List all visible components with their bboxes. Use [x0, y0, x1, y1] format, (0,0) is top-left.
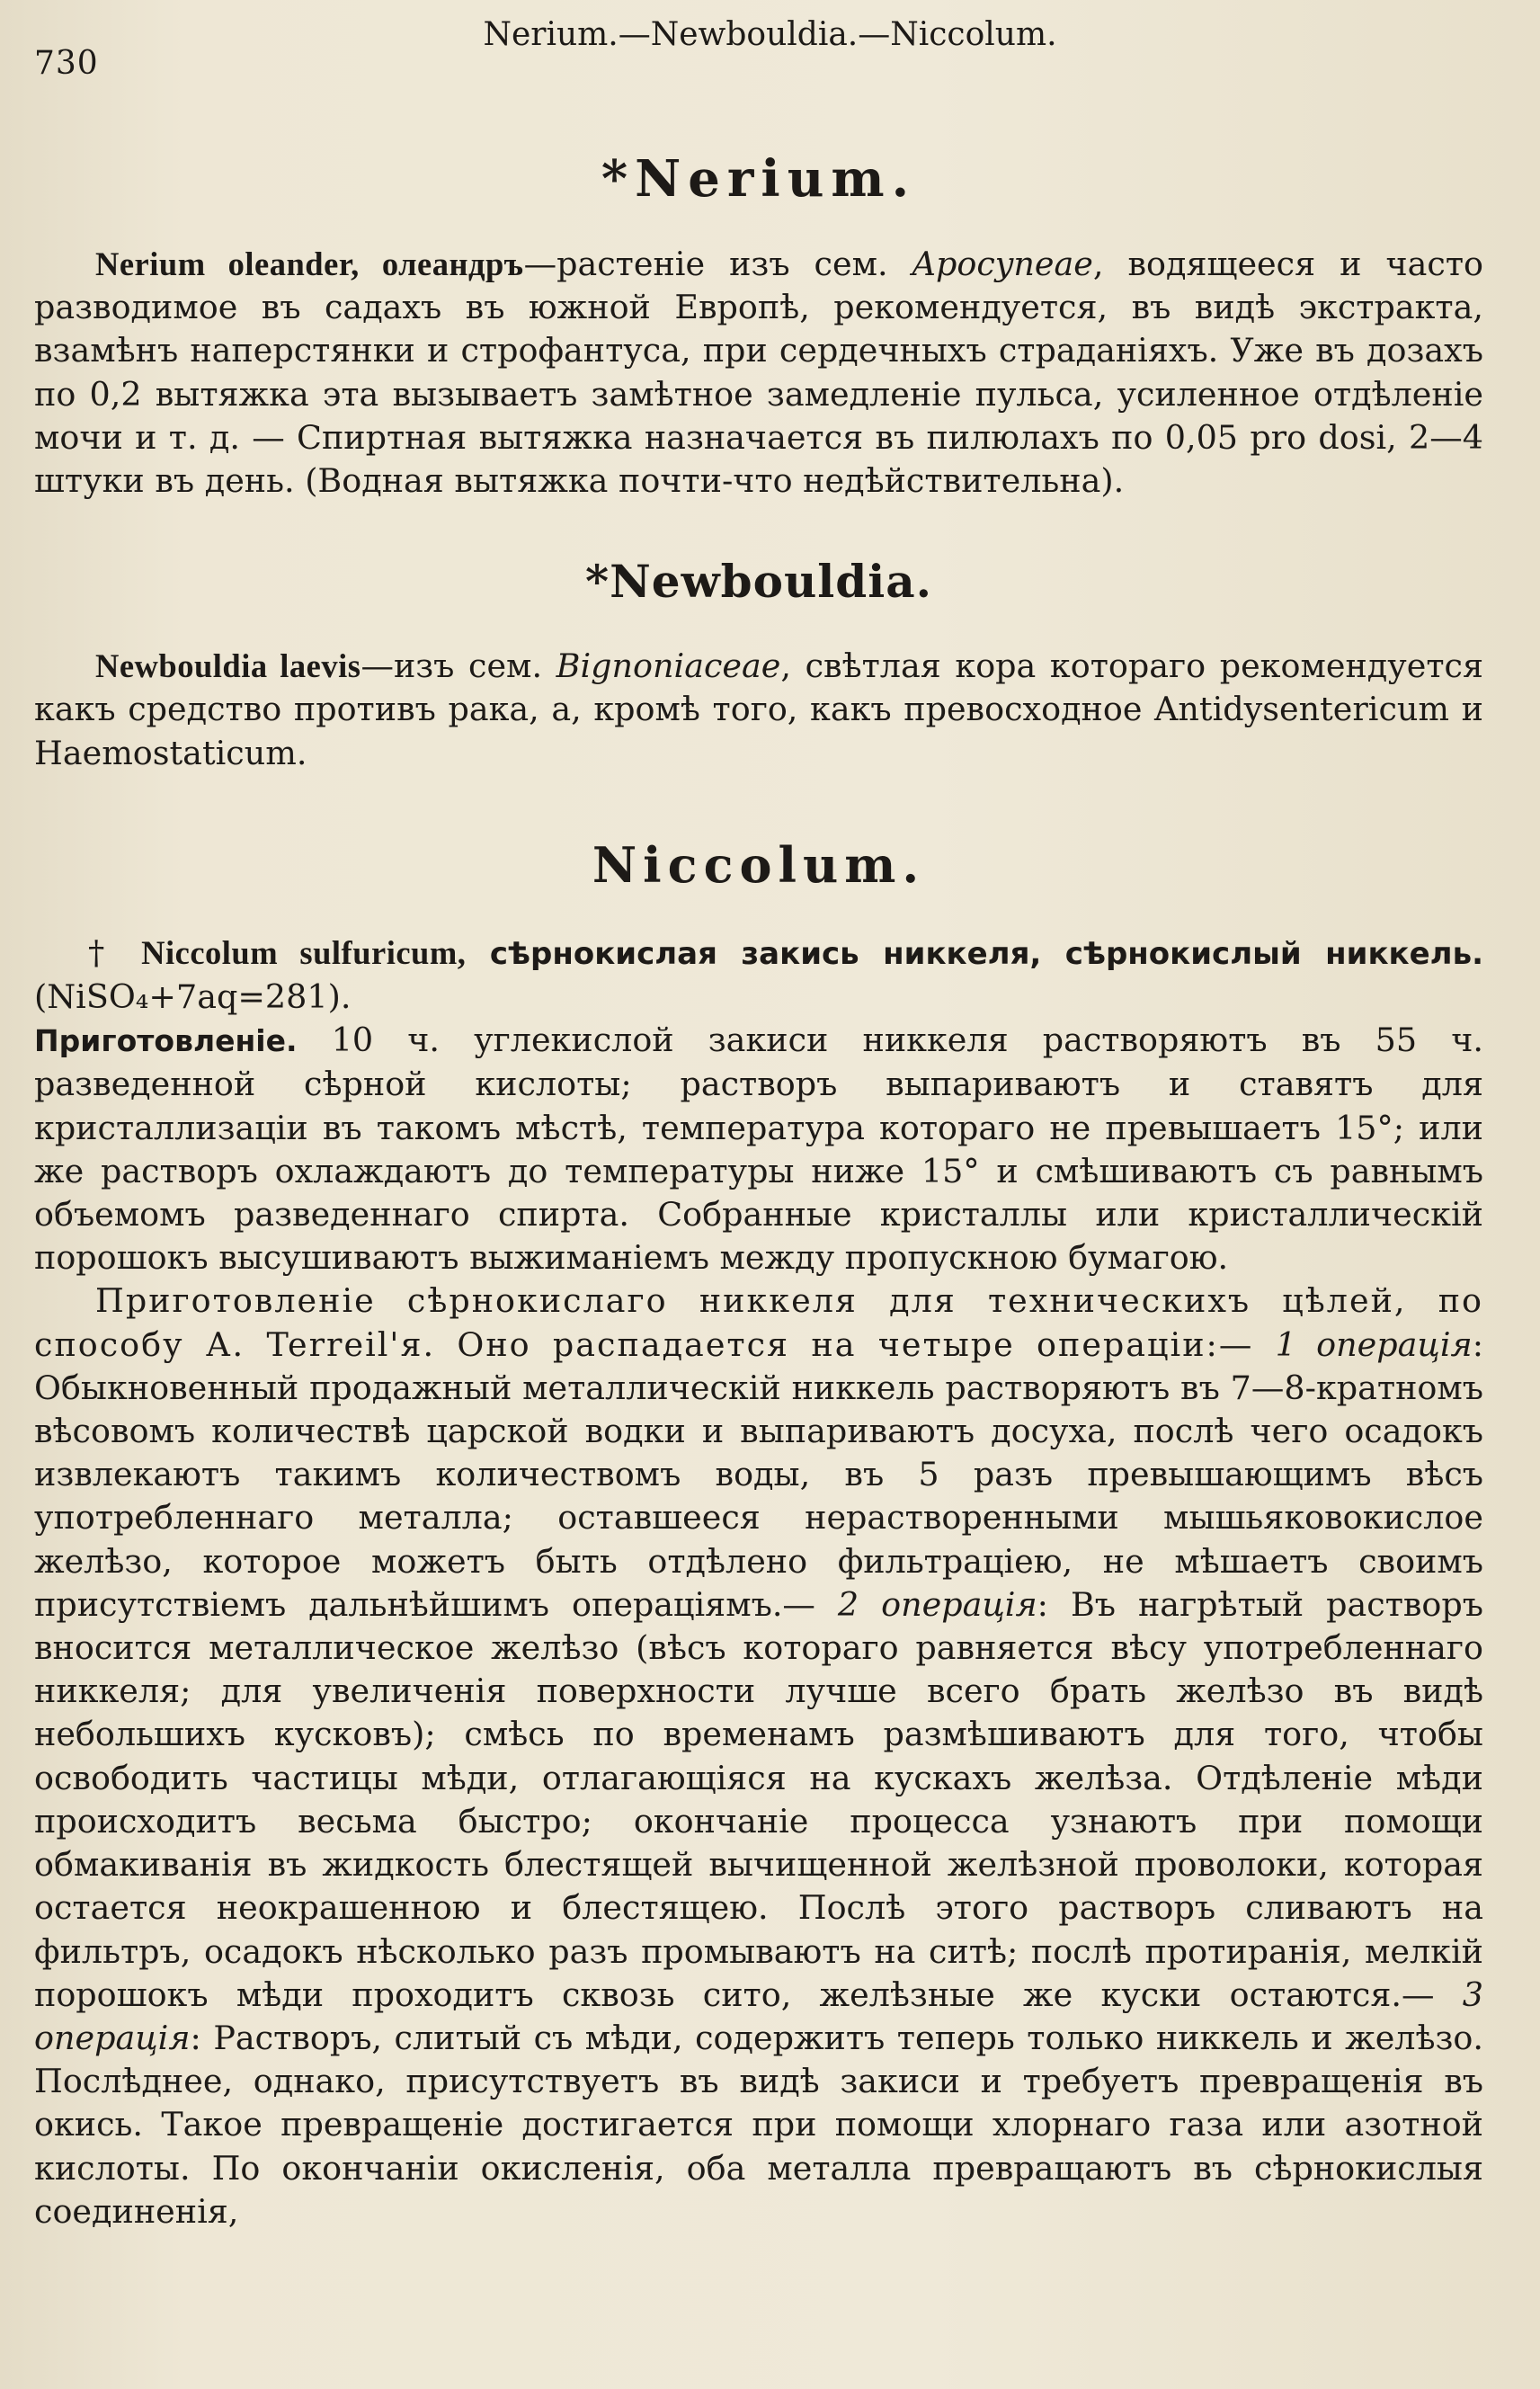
- preparation-text: 10 ч. углекислой закиси никкеля растворяютъ въ 55 ч. разведенной сѣрной кислоты; растворъ выпариваютъ и ставятъ для кристаллизаціи въ такомъ мѣстѣ, температура котораго не превышаетъ 15°; или же растворъ охлаждаютъ до температуры ниже 15° и смѣшиваютъ съ равнымъ объемомъ разведеннаго спирта. Собранные кристаллы или кристаллическій порошокъ высушиваютъ выжиманіемъ между пропускною бумагою.: [34, 1021, 1483, 1278]
- preparation-label: Приготовленіе.: [34, 1023, 298, 1059]
- operation-2-text: : Въ нагрѣтый растворъ вносится металлическое желѣзо (вѣсъ котораго равняется вѣсу употребленнаго никкеля; для увеличенія поверхности лучше всего брать желѣзо въ видѣ небольшихъ кусковъ); смѣсь по временамъ размѣшиваютъ для того, чтобы освободить частицы мѣди, отлагающіяся на кускахъ желѣза. Отдѣленіе мѣди происходитъ весьма быстро; окончаніе процесса узнаютъ при помощи обмакиванія въ жидкость блестящей вычищенной желѣзной проволоки, которая остается неокрашенною и блестящею. Послѣ этого растворъ сливаютъ на фильтръ, осадокъ нѣсколько разъ промываютъ на ситѣ; послѣ протиранія, мелкій порошокъ мѣди проходитъ сквозь сито, желѣзные же куски остаются.—: [34, 1584, 1483, 2014]
- page-number: 730: [34, 45, 99, 82]
- paragraph-nerium: [34, 243, 1483, 503]
- paragraph-technical-preparation: [34, 1279, 1483, 2233]
- dagger-mark: †: [88, 932, 142, 972]
- nerium-text-1: —растеніе изъ сем.: [523, 245, 912, 283]
- family-newbouldia: Bignoniaceae: [556, 646, 781, 686]
- operation-1-label: 1 операція: [1275, 1324, 1473, 1364]
- paragraph-niccolum-heading: [34, 932, 1483, 1019]
- operation-2-label: 2 операція: [837, 1584, 1037, 1624]
- operation-1-text: : Обыкновенный продажный металлическій никкель растворяютъ въ 7—8-кратномъ вѣсовомъ количествѣ царской водки и выпариваютъ досуха, послѣ чего осадокъ извлекаютъ такимъ количествомъ воды, въ 5 разъ превышающимъ вѣсъ употребленнаго металла; оставшееся нерастворенными мышьяковокислое желѣзо, которое можетъ быть отдѣлено фильтраціею, не мѣшаетъ своимъ присутствіемъ дальнѣйшимъ операціямъ.—: [34, 1324, 1483, 1624]
- formula: (NiSO₄+7aq=281).: [34, 977, 352, 1017]
- section-title-nerium: *Nerium.: [601, 149, 917, 209]
- term-niccolum-latin: Niccolum sulfuricum,: [141, 933, 467, 971]
- term-nerium: Nerium oleander, олеандръ: [95, 245, 524, 282]
- page-content: [34, 135, 1483, 2233]
- section-title-newbouldia: *Newbouldia.: [584, 555, 933, 609]
- nerium-text-2: , водящееся и часто разводимое въ садахъ въ южной Европѣ, рекомендуется, въ видѣ экстракта, взамѣнъ наперстянки и строфантуса, при сердечныхъ страданіяхъ. Уже въ дозахъ по 0,2 вытяжка эта вызываетъ замѣтное замедленіе пульса, усиленное отдѣленіе мочи и т. д. — Спиртная вытяжка назначается въ пилюлахъ по 0,05 pro dosi, 2—4 штуки въ день. (Водная вытяжка почти-что недѣйствительна).: [34, 245, 1483, 501]
- operation-3-text: : Растворъ, слитый съ мѣди, содержитъ теперь только никкель и желѣзо. Послѣднее, однако, присутствуетъ въ видѣ закиси и требуетъ превращенія въ окись. Такое превращеніе достигается при помощи хлорнаго газа или азотной кислоты. По окончаніи окисленія, оба металла превращаютъ въ сѣрнокислыя соединенія,: [34, 2018, 1483, 2231]
- technical-intro: Приготовленіе сѣрнокислаго никкеля для техническихъ цѣлей, по способу А. Terreil'я. Оно распадается на четыре операціи:—: [34, 1281, 1483, 1364]
- paragraph-newbouldia: [34, 645, 1483, 775]
- section-title-niccolum: Niccolum.: [592, 835, 926, 894]
- newbouldia-text-1: —изъ сем.: [361, 646, 556, 686]
- page-header: [0, 9, 1540, 82]
- term-newbouldia: Newbouldia laevis: [95, 647, 361, 685]
- newbouldia-text-2: , свѣтлая кора котораго рекомендуется какъ средство противъ рака, а, кромѣ того, какъ превосходное Antidysentericum и Haemostaticum.: [34, 646, 1483, 772]
- term-niccolum-russian: сѣрнокислая закись никкеля, сѣрнокислый никкель.: [466, 935, 1484, 972]
- operation-3-label: 3 операція: [34, 1974, 1483, 2057]
- running-head: Nerium.—Newbouldia.—Niccolum.: [483, 16, 1057, 53]
- family-nerium: Apocyneae: [912, 245, 1093, 283]
- paragraph-preparation: [34, 1019, 1483, 1279]
